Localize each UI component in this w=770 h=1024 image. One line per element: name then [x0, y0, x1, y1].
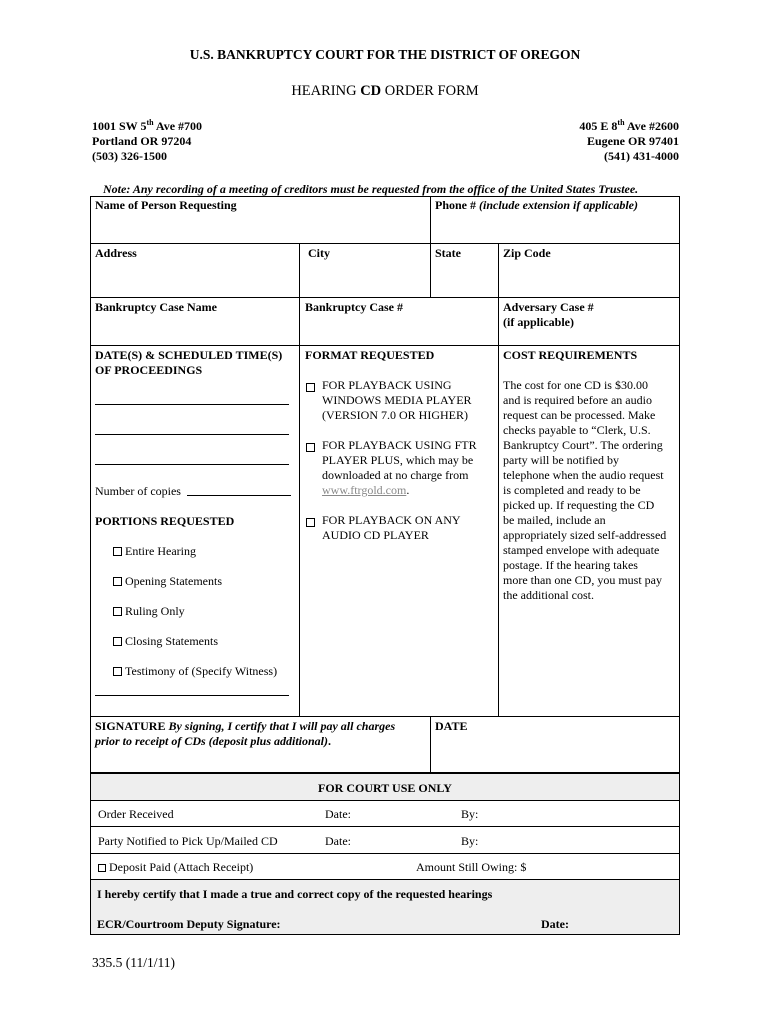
cost-title: COST REQUIREMENTS	[503, 348, 638, 362]
checkbox-icon[interactable]	[306, 518, 315, 527]
party-notified-date-label: Date:	[325, 834, 351, 848]
form-title-cd: CD	[360, 83, 382, 99]
col-divider	[299, 243, 300, 716]
portion-ruling-only[interactable]: Ruling Only	[113, 604, 185, 619]
order-received-by-label: By:	[461, 807, 479, 821]
ftrgold-link[interactable]: www.ftrgold.com	[322, 483, 407, 497]
portion-closing-statements[interactable]: Closing Statements	[113, 634, 218, 649]
eugene-address	[579, 119, 679, 164]
row-divider	[90, 853, 680, 854]
format-option-cd-checkbox[interactable]	[306, 515, 318, 530]
signature-date-label: DATE	[435, 719, 468, 733]
checkbox-icon[interactable]	[306, 383, 315, 392]
case-name-label: Bankruptcy Case Name	[95, 300, 217, 314]
copies-label: Number of copies	[95, 484, 181, 498]
row-divider	[90, 800, 680, 801]
form-title-prefix: HEARING	[291, 83, 361, 99]
col-divider	[430, 243, 431, 297]
checkbox-icon[interactable]	[113, 547, 122, 556]
party-notified-by-label: By:	[461, 834, 479, 848]
deposit-paid[interactable]: Deposit Paid (Attach Receipt)	[98, 860, 253, 875]
eugene-street: 405 E 8th Ave #2600	[579, 118, 679, 133]
col-divider	[498, 243, 499, 716]
adversary-label: Adversary Case # (if applicable)	[503, 300, 594, 329]
format-option-wmp-checkbox[interactable]	[306, 380, 318, 395]
witness-line[interactable]	[95, 695, 289, 696]
col-divider	[430, 196, 431, 243]
form-number: 335.5 (11/1/11)	[92, 955, 175, 970]
col-divider	[430, 716, 431, 772]
date-line-2[interactable]	[95, 434, 289, 435]
checkbox-icon[interactable]	[113, 667, 122, 676]
state-label: State	[435, 246, 461, 260]
checkbox-icon[interactable]	[306, 443, 315, 452]
checkbox-icon[interactable]	[98, 864, 106, 872]
portland-address	[92, 119, 202, 164]
portion-entire-hearing[interactable]: Entire Hearing	[113, 544, 196, 559]
certify-statement: I hereby certify that I made a true and correct copy of the requested hearings	[97, 887, 493, 901]
ecr-signature-label: ECR/Courtroom Deputy Signature:	[97, 917, 281, 931]
row-divider	[90, 297, 680, 298]
zip-label: Zip Code	[503, 246, 551, 260]
checkbox-icon[interactable]	[113, 607, 122, 616]
portland-city: Portland OR 97204	[92, 134, 192, 148]
portion-testimony[interactable]: Testimony of (Specify Witness)	[113, 664, 277, 679]
date-line-1[interactable]	[95, 404, 289, 405]
row-divider	[90, 345, 680, 346]
copies-field[interactable]	[187, 495, 291, 496]
eugene-city: Eugene OR 97401	[586, 134, 679, 148]
form-title	[0, 83, 770, 100]
order-received-date-label: Date:	[325, 807, 351, 821]
name-label: Name of Person Requesting	[95, 198, 237, 212]
trustee-note: Note: Any recording of a meeting of creditors must be requested from the office of the United States Trustee.	[103, 182, 639, 196]
amount-owing-label: Amount Still Owing: $	[416, 860, 527, 874]
order-received-label: Order Received	[98, 807, 174, 821]
case-number-label: Bankruptcy Case #	[305, 300, 404, 314]
format-option-ftr: FOR PLAYBACK USING FTR PLAYER PLUS, which may be downloaded at no charge from www.ftrgold.com.	[322, 438, 477, 497]
row-divider	[90, 716, 680, 717]
format-option-ftr-checkbox[interactable]	[306, 440, 318, 455]
format-title: FORMAT REQUESTED	[305, 348, 435, 362]
phone-label: Phone # (include extension if applicable)	[435, 198, 638, 212]
checkbox-icon[interactable]	[113, 577, 122, 586]
court-use-title: FOR COURT USE ONLY	[318, 781, 452, 795]
format-option-wmp: FOR PLAYBACK USING WINDOWS MEDIA PLAYER (VERSION 7.0 OR HIGHER)	[322, 378, 472, 422]
row-divider	[90, 826, 680, 827]
portions-title: PORTIONS REQUESTED	[95, 514, 235, 528]
signature-label: SIGNATURE By signing, I certify that I will pay all charges prior to receipt of CDs (deposit plus additional).	[95, 719, 396, 748]
city-label: City	[308, 246, 330, 260]
party-notified-label: Party Notified to Pick Up/Mailed CD	[98, 834, 278, 848]
eugene-phone: (541) 431-4000	[604, 149, 679, 163]
form-title-suffix: ORDER FORM	[381, 83, 479, 99]
ecr-date-label: Date:	[541, 917, 569, 931]
address-label: Address	[95, 246, 137, 260]
format-option-cd: FOR PLAYBACK ON ANY AUDIO CD PLAYER	[322, 513, 461, 542]
cost-text: The cost for one CD is $30.00 and is required before an audio request can be processed. Make checks payable to “Clerk, U.S. Bankruptcy Court”. The ordering party will be notified by telephone when the audio request is completed and ready to be picked up. If requesting the CD be mailed, include an appropriately sized self-addressed stamped envelope with adequate postage. If the hearing takes more than one CD, you must pay the additional cost.	[503, 378, 667, 602]
dates-label: DATE(S) & SCHEDULED TIME(S) OF PROCEEDINGS	[95, 348, 283, 377]
portland-street: 1001 SW 5th Ave #700	[92, 118, 203, 133]
checkbox-icon[interactable]	[113, 637, 122, 646]
date-line-3[interactable]	[95, 464, 289, 465]
portion-opening-statements[interactable]: Opening Statements	[113, 574, 222, 589]
court-title: U.S. BANKRUPTCY COURT FOR THE DISTRICT OF OREGON	[189, 47, 581, 62]
row-divider	[90, 243, 680, 244]
portland-phone: (503) 326-1500	[92, 149, 167, 163]
